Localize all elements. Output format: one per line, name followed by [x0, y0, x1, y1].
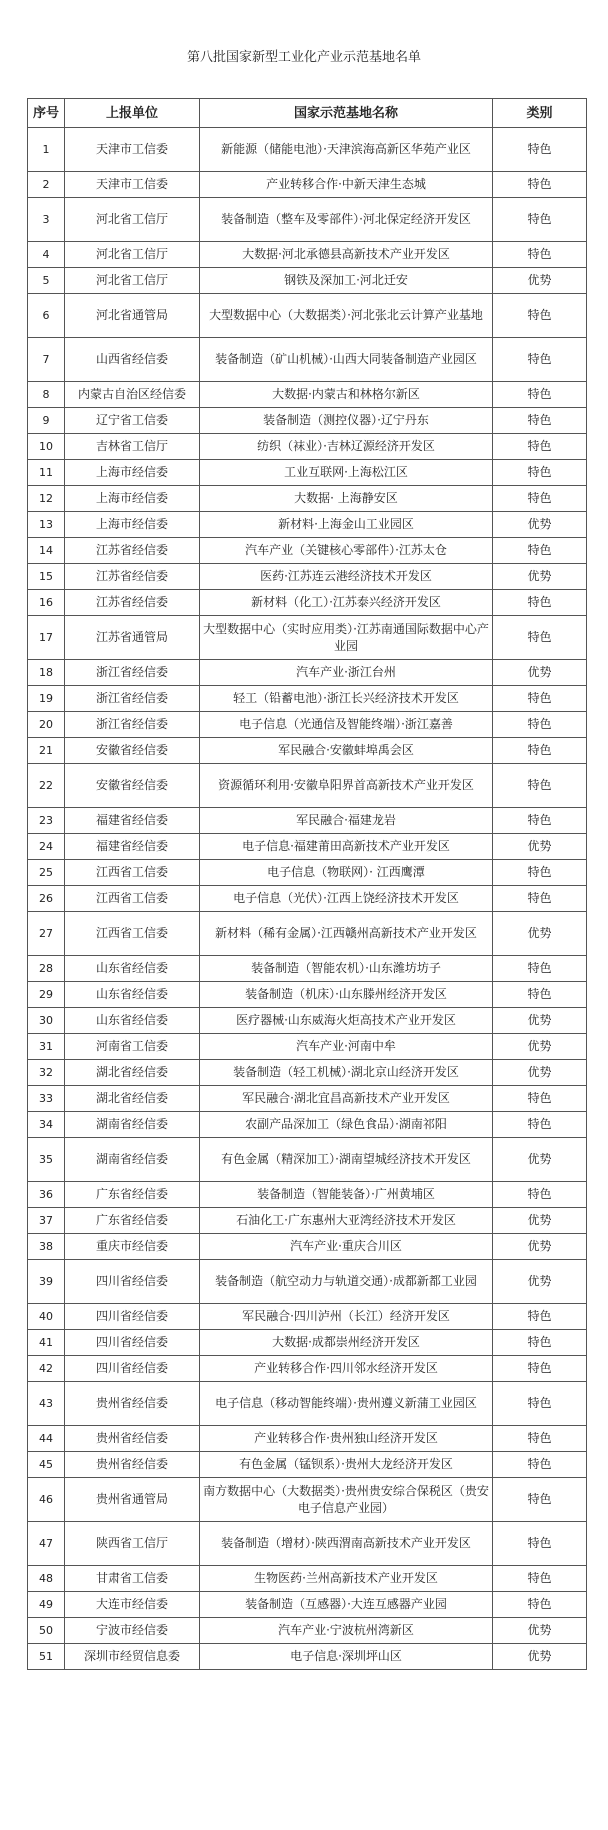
cell-index: 16	[28, 590, 65, 616]
table-row	[28, 128, 587, 172]
cell-base-name: 新材料·上海金山工业园区	[200, 512, 493, 538]
table-row	[28, 1452, 587, 1478]
cell-unit: 天津市工信委	[65, 172, 200, 198]
cell-base-name: 军民融合·福建龙岩	[200, 808, 493, 834]
cell-category: 优势	[493, 1008, 587, 1034]
cell-base-name: 轻工（铅蓄电池）·浙江长兴经济技术开发区	[200, 686, 493, 712]
cell-unit: 山东省经信委	[65, 982, 200, 1008]
cell-category: 特色	[493, 1522, 587, 1566]
cell-category: 优势	[493, 1644, 587, 1670]
cell-base-name: 军民融合·安徽蚌埠禹会区	[200, 738, 493, 764]
cell-unit: 江苏省通管局	[65, 616, 200, 660]
cell-base-name: 大数据·河北承德县高新技术产业开发区	[200, 242, 493, 268]
cell-index: 37	[28, 1208, 65, 1234]
cell-unit: 湖北省经信委	[65, 1086, 200, 1112]
table-row	[28, 660, 587, 686]
table-row	[28, 1060, 587, 1086]
cell-index: 48	[28, 1566, 65, 1592]
cell-unit: 河北省工信厅	[65, 242, 200, 268]
table-header-row	[28, 99, 587, 128]
cell-unit: 四川省经信委	[65, 1304, 200, 1330]
cell-category: 优势	[493, 834, 587, 860]
table-row	[28, 590, 587, 616]
cell-base-name: 大数据·成都崇州经济开发区	[200, 1330, 493, 1356]
cell-category: 特色	[493, 1356, 587, 1382]
table-row	[28, 408, 587, 434]
cell-category: 特色	[493, 1086, 587, 1112]
cell-base-name: 汽车产业·河南中牟	[200, 1034, 493, 1060]
table-row	[28, 382, 587, 408]
cell-index: 32	[28, 1060, 65, 1086]
table-row	[28, 1208, 587, 1234]
cell-base-name: 电子信息（移动智能终端）·贵州遵义新蒲工业园区	[200, 1382, 493, 1426]
table-row	[28, 1644, 587, 1670]
cell-category: 特色	[493, 338, 587, 382]
cell-unit: 湖南省经信委	[65, 1112, 200, 1138]
cell-index: 3	[28, 198, 65, 242]
table-row	[28, 1566, 587, 1592]
header-index: 序号	[28, 99, 65, 128]
cell-category: 特色	[493, 294, 587, 338]
cell-base-name: 大型数据中心（实时应用类）·江苏南通国际数据中心产业园	[200, 616, 493, 660]
table-row	[28, 912, 587, 956]
cell-index: 49	[28, 1592, 65, 1618]
cell-base-name: 资源循环利用·安徽阜阳界首高新技术产业开发区	[200, 764, 493, 808]
cell-index: 39	[28, 1260, 65, 1304]
table-row	[28, 1138, 587, 1182]
cell-unit: 浙江省经信委	[65, 712, 200, 738]
cell-category: 特色	[493, 1382, 587, 1426]
cell-unit: 贵州省经信委	[65, 1452, 200, 1478]
cell-category: 特色	[493, 712, 587, 738]
cell-base-name: 纺织（袜业）·吉林辽源经济开发区	[200, 434, 493, 460]
table-row	[28, 1034, 587, 1060]
cell-base-name: 装备制造（整车及零部件）·河北保定经济开发区	[200, 198, 493, 242]
cell-unit: 陕西省工信厅	[65, 1522, 200, 1566]
cell-unit: 大连市经信委	[65, 1592, 200, 1618]
table-row	[28, 738, 587, 764]
cell-index: 11	[28, 460, 65, 486]
cell-index: 10	[28, 434, 65, 460]
cell-index: 2	[28, 172, 65, 198]
cell-unit: 天津市工信委	[65, 128, 200, 172]
cell-index: 41	[28, 1330, 65, 1356]
cell-category: 特色	[493, 738, 587, 764]
cell-base-name: 电子信息·福建莆田高新技术产业开发区	[200, 834, 493, 860]
cell-index: 26	[28, 886, 65, 912]
cell-category: 特色	[493, 1182, 587, 1208]
cell-category: 优势	[493, 564, 587, 590]
cell-category: 优势	[493, 1234, 587, 1260]
cell-category: 特色	[493, 1452, 587, 1478]
cell-index: 17	[28, 616, 65, 660]
cell-base-name: 大数据· 上海静安区	[200, 486, 493, 512]
cell-unit: 浙江省经信委	[65, 686, 200, 712]
cell-index: 40	[28, 1304, 65, 1330]
cell-index: 42	[28, 1356, 65, 1382]
table-row	[28, 434, 587, 460]
cell-index: 45	[28, 1452, 65, 1478]
cell-index: 29	[28, 982, 65, 1008]
cell-category: 特色	[493, 1330, 587, 1356]
header-base-name: 国家示范基地名称	[200, 99, 493, 128]
cell-category: 优势	[493, 1138, 587, 1182]
table-row	[28, 486, 587, 512]
cell-unit: 河南省工信委	[65, 1034, 200, 1060]
cell-unit: 安徽省经信委	[65, 764, 200, 808]
cell-index: 15	[28, 564, 65, 590]
cell-unit: 重庆市经信委	[65, 1234, 200, 1260]
cell-category: 特色	[493, 616, 587, 660]
cell-unit: 四川省经信委	[65, 1260, 200, 1304]
cell-category: 特色	[493, 538, 587, 564]
cell-unit: 宁波市经信委	[65, 1618, 200, 1644]
cell-index: 43	[28, 1382, 65, 1426]
header-category: 类别	[493, 99, 587, 128]
cell-index: 25	[28, 860, 65, 886]
table-row	[28, 1008, 587, 1034]
cell-base-name: 装备制造（测控仪器）·辽宁丹东	[200, 408, 493, 434]
cell-unit: 江苏省经信委	[65, 538, 200, 564]
cell-index: 4	[28, 242, 65, 268]
cell-index: 50	[28, 1618, 65, 1644]
page-title: 第八批国家新型工业化产业示范基地名单	[186, 50, 421, 65]
cell-unit: 内蒙古自治区经信委	[65, 382, 200, 408]
cell-base-name: 新材料（化工）·江苏泰兴经济开发区	[200, 590, 493, 616]
table-row	[28, 1182, 587, 1208]
cell-index: 31	[28, 1034, 65, 1060]
table-row	[28, 1304, 587, 1330]
cell-index: 27	[28, 912, 65, 956]
cell-index: 20	[28, 712, 65, 738]
cell-unit: 江西省工信委	[65, 886, 200, 912]
cell-base-name: 汽车产业·重庆合川区	[200, 1234, 493, 1260]
table-row	[28, 1618, 587, 1644]
cell-unit: 湖南省经信委	[65, 1138, 200, 1182]
cell-unit: 福建省经信委	[65, 808, 200, 834]
cell-unit: 湖北省经信委	[65, 1060, 200, 1086]
table-row	[28, 1522, 587, 1566]
cell-unit: 江西省工信委	[65, 912, 200, 956]
cell-category: 特色	[493, 860, 587, 886]
cell-unit: 江西省工信委	[65, 860, 200, 886]
cell-index: 12	[28, 486, 65, 512]
header-unit: 上报单位	[65, 99, 200, 128]
cell-index: 34	[28, 1112, 65, 1138]
cell-unit: 山西省经信委	[65, 338, 200, 382]
cell-base-name: 新材料（稀有金属）·江西赣州高新技术产业开发区	[200, 912, 493, 956]
cell-category: 特色	[493, 764, 587, 808]
cell-unit: 河北省工信厅	[65, 268, 200, 294]
table-row	[28, 764, 587, 808]
cell-unit: 福建省经信委	[65, 834, 200, 860]
table-row	[28, 1478, 587, 1522]
cell-unit: 贵州省经信委	[65, 1382, 200, 1426]
cell-base-name: 电子信息·深圳坪山区	[200, 1644, 493, 1670]
cell-base-name: 产业转移合作·四川邻水经济开发区	[200, 1356, 493, 1382]
table-row	[28, 860, 587, 886]
cell-category: 特色	[493, 434, 587, 460]
cell-category: 特色	[493, 1426, 587, 1452]
cell-category: 特色	[493, 408, 587, 434]
cell-index: 1	[28, 128, 65, 172]
cell-base-name: 电子信息（光伏）·江西上饶经济技术开发区	[200, 886, 493, 912]
cell-category: 特色	[493, 1566, 587, 1592]
table-row	[28, 1234, 587, 1260]
cell-base-name: 有色金属（锰钡系）·贵州大龙经济开发区	[200, 1452, 493, 1478]
cell-index: 9	[28, 408, 65, 434]
table-row	[28, 1426, 587, 1452]
cell-base-name: 钢铁及深加工·河北迁安	[200, 268, 493, 294]
table-row	[28, 1356, 587, 1382]
cell-category: 特色	[493, 808, 587, 834]
cell-base-name: 工业互联网·上海松江区	[200, 460, 493, 486]
cell-unit: 浙江省经信委	[65, 660, 200, 686]
cell-category: 特色	[493, 382, 587, 408]
table-row	[28, 1592, 587, 1618]
table-row	[28, 886, 587, 912]
cell-unit: 辽宁省工信委	[65, 408, 200, 434]
cell-category: 特色	[493, 956, 587, 982]
cell-unit: 广东省经信委	[65, 1182, 200, 1208]
cell-category: 特色	[493, 982, 587, 1008]
table-row	[28, 808, 587, 834]
demo-base-table	[27, 98, 587, 1670]
cell-base-name: 汽车产业·浙江台州	[200, 660, 493, 686]
cell-unit: 山东省经信委	[65, 1008, 200, 1034]
cell-base-name: 装备制造（轻工机械）·湖北京山经济开发区	[200, 1060, 493, 1086]
cell-index: 7	[28, 338, 65, 382]
cell-base-name: 军民融合·湖北宜昌高新技术产业开发区	[200, 1086, 493, 1112]
cell-index: 18	[28, 660, 65, 686]
cell-category: 优势	[493, 1618, 587, 1644]
table-row	[28, 338, 587, 382]
cell-unit: 江苏省经信委	[65, 590, 200, 616]
cell-index: 21	[28, 738, 65, 764]
cell-category: 优势	[493, 912, 587, 956]
cell-base-name: 装备制造（智能农机）·山东潍坊坊子	[200, 956, 493, 982]
cell-base-name: 装备制造（矿山机械）·山西大同装备制造产业园区	[200, 338, 493, 382]
cell-unit: 深圳市经贸信息委	[65, 1644, 200, 1670]
table-row	[28, 242, 587, 268]
cell-category: 优势	[493, 512, 587, 538]
cell-index: 13	[28, 512, 65, 538]
cell-category: 优势	[493, 1260, 587, 1304]
table-row	[28, 294, 587, 338]
cell-category: 特色	[493, 1304, 587, 1330]
cell-index: 36	[28, 1182, 65, 1208]
table-row	[28, 616, 587, 660]
table-row	[28, 1382, 587, 1426]
cell-index: 23	[28, 808, 65, 834]
cell-unit: 河北省通管局	[65, 294, 200, 338]
cell-unit: 四川省经信委	[65, 1330, 200, 1356]
table-row	[28, 1086, 587, 1112]
cell-base-name: 大型数据中心（大数据类）·河北张北云计算产业基地	[200, 294, 493, 338]
table-row	[28, 538, 587, 564]
table-row	[28, 198, 587, 242]
cell-base-name: 军民融合·四川泸州（长江）经济开发区	[200, 1304, 493, 1330]
cell-unit: 贵州省通管局	[65, 1478, 200, 1522]
cell-unit: 安徽省经信委	[65, 738, 200, 764]
cell-category: 特色	[493, 1592, 587, 1618]
cell-base-name: 电子信息（光通信及智能终端）·浙江嘉善	[200, 712, 493, 738]
cell-base-name: 汽车产业·宁波杭州湾新区	[200, 1618, 493, 1644]
table-row	[28, 564, 587, 590]
cell-index: 6	[28, 294, 65, 338]
cell-index: 30	[28, 1008, 65, 1034]
cell-index: 5	[28, 268, 65, 294]
cell-index: 47	[28, 1522, 65, 1566]
cell-base-name: 装备制造（互感器）·大连互感器产业园	[200, 1592, 493, 1618]
cell-unit: 山东省经信委	[65, 956, 200, 982]
cell-base-name: 产业转移合作·中新天津生态城	[200, 172, 493, 198]
cell-category: 优势	[493, 268, 587, 294]
table-row	[28, 1112, 587, 1138]
cell-base-name: 生物医药·兰州高新技术产业开发区	[200, 1566, 493, 1592]
cell-category: 特色	[493, 128, 587, 172]
cell-category: 特色	[493, 886, 587, 912]
cell-base-name: 新能源（储能电池）·天津滨海高新区华苑产业区	[200, 128, 493, 172]
cell-base-name: 医药·江苏连云港经济技术开发区	[200, 564, 493, 590]
table-row	[28, 712, 587, 738]
cell-base-name: 装备制造（航空动力与轨道交通）·成都新都工业园	[200, 1260, 493, 1304]
cell-unit: 广东省经信委	[65, 1208, 200, 1234]
cell-category: 优势	[493, 1208, 587, 1234]
cell-category: 优势	[493, 1060, 587, 1086]
cell-base-name: 装备制造（增材）·陕西渭南高新技术产业开发区	[200, 1522, 493, 1566]
cell-category: 特色	[493, 486, 587, 512]
cell-index: 19	[28, 686, 65, 712]
cell-unit: 上海市经信委	[65, 460, 200, 486]
table-row	[28, 512, 587, 538]
cell-unit: 吉林省工信厅	[65, 434, 200, 460]
cell-index: 46	[28, 1478, 65, 1522]
cell-category: 特色	[493, 686, 587, 712]
cell-category: 优势	[493, 660, 587, 686]
cell-base-name: 汽车产业（关键核心零部件）·江苏太仓	[200, 538, 493, 564]
cell-base-name: 大数据·内蒙古和林格尔新区	[200, 382, 493, 408]
cell-index: 8	[28, 382, 65, 408]
table-row	[28, 834, 587, 860]
cell-category: 优势	[493, 1034, 587, 1060]
cell-unit: 四川省经信委	[65, 1356, 200, 1382]
cell-base-name: 南方数据中心（大数据类）·贵州贵安综合保税区（贵安电子信息产业园）	[200, 1478, 493, 1522]
cell-base-name: 石油化工·广东惠州大亚湾经济技术开发区	[200, 1208, 493, 1234]
cell-index: 24	[28, 834, 65, 860]
cell-base-name: 装备制造（智能装备）·广州黄埔区	[200, 1182, 493, 1208]
cell-unit: 河北省工信厅	[65, 198, 200, 242]
cell-unit: 贵州省经信委	[65, 1426, 200, 1452]
cell-index: 35	[28, 1138, 65, 1182]
cell-unit: 甘肃省工信委	[65, 1566, 200, 1592]
cell-unit: 江苏省经信委	[65, 564, 200, 590]
cell-index: 28	[28, 956, 65, 982]
cell-category: 特色	[493, 1112, 587, 1138]
table-row	[28, 956, 587, 982]
table-row	[28, 1260, 587, 1304]
cell-category: 特色	[493, 198, 587, 242]
cell-category: 特色	[493, 242, 587, 268]
cell-category: 特色	[493, 460, 587, 486]
cell-base-name: 医疗器械·山东威海火炬高技术产业开发区	[200, 1008, 493, 1034]
cell-base-name: 农副产品深加工（绿色食品）·湖南祁阳	[200, 1112, 493, 1138]
table-row	[28, 1330, 587, 1356]
cell-base-name: 有色金属（精深加工）·湖南望城经济技术开发区	[200, 1138, 493, 1182]
cell-index: 38	[28, 1234, 65, 1260]
cell-category: 特色	[493, 172, 587, 198]
table-row	[28, 268, 587, 294]
cell-base-name: 电子信息（物联网）· 江西鹰潭	[200, 860, 493, 886]
cell-index: 22	[28, 764, 65, 808]
table-row	[28, 460, 587, 486]
cell-category: 特色	[493, 1478, 587, 1522]
table-row	[28, 982, 587, 1008]
table-row	[28, 172, 587, 198]
table-row	[28, 686, 587, 712]
cell-category: 特色	[493, 590, 587, 616]
cell-index: 14	[28, 538, 65, 564]
cell-index: 44	[28, 1426, 65, 1452]
cell-base-name: 产业转移合作·贵州独山经济开发区	[200, 1426, 493, 1452]
cell-unit: 上海市经信委	[65, 512, 200, 538]
cell-index: 33	[28, 1086, 65, 1112]
cell-base-name: 装备制造（机床）·山东滕州经济开发区	[200, 982, 493, 1008]
cell-unit: 上海市经信委	[65, 486, 200, 512]
cell-index: 51	[28, 1644, 65, 1670]
